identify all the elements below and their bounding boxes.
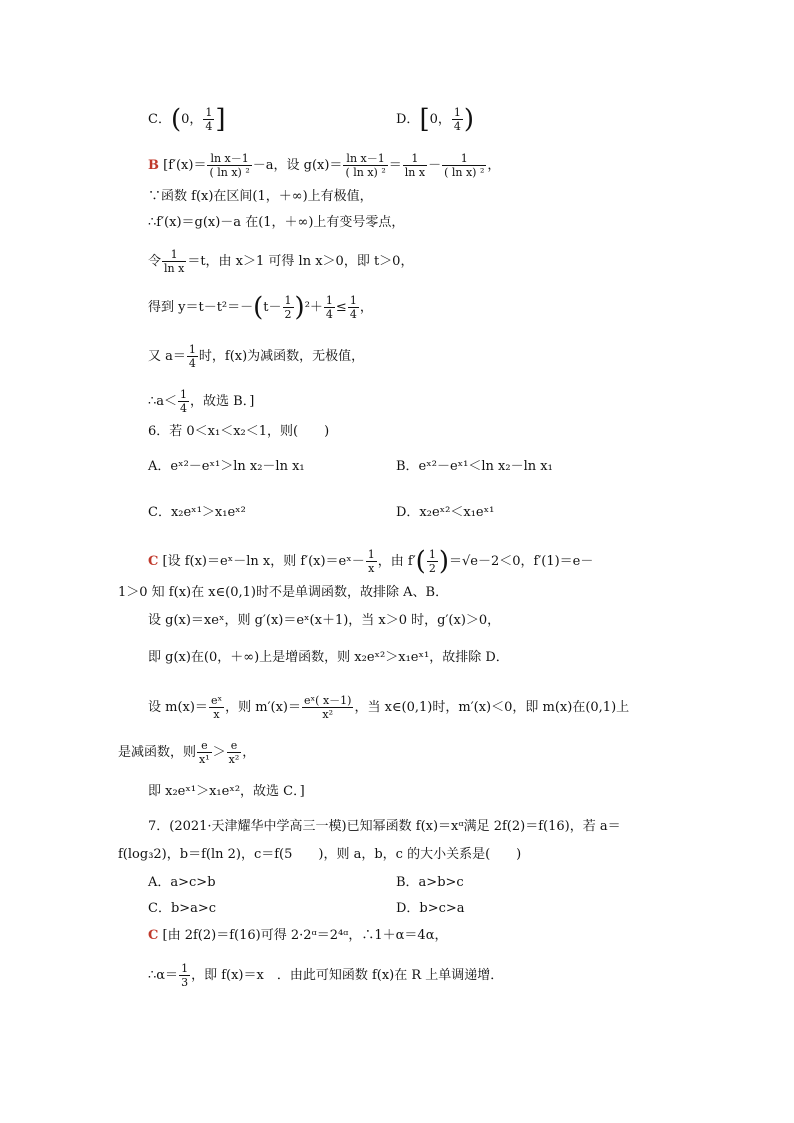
solution6-line6: 是减函数，则 $\frac{e}{\text{x¹}}$ ＞ $\frac{e}{\text{x²}}$ ， (118, 739, 256, 766)
option-b-q7: B．a>b>c (396, 875, 464, 890)
answer-letter: C (148, 928, 159, 943)
option-b-q6: B．eˣ²－eˣ¹＜ln x₂－ln x₁ (396, 459, 553, 474)
option-a-q7: A．a>c>b (148, 875, 216, 890)
solution5-line5: 得到 y＝t－t²＝－(t－ $\frac{1}{2}$ )²＋ $\frac{1}{4}$ ≤ $\frac{1}{4}$ ， (148, 292, 373, 323)
solution6-line4: 即 g(x)在(0，＋∞)上是增函数，则 x₂eˣ²＞x₁eˣ¹，故排除 D． (148, 650, 509, 665)
solution6-line1: C [设 f(x)＝eˣ－ln x，则 f′(x)＝eˣ－ $\frac{1}{x}$ ，由 f′( $\frac{1}{2}$ )＝√e－2＜0，f′(1)＝e－ (148, 546, 594, 577)
option-a-q6: A．eˣ²－eˣ¹＞ln x₂－ln x₁ (148, 459, 305, 474)
option-c-q7: C．b>a>c (148, 901, 217, 916)
answer-letter: B (148, 158, 159, 173)
question7-stem-line1: 7．(2021·天津耀华中学高三一模)已知幂函数 f(x)＝xᵅ满足 2f(2)＝f(16)，若 a＝ (148, 819, 621, 834)
solution5-line6: 又 a＝ $\frac{1}{4}$ 时，f(x)为减函数，无极值， (148, 343, 365, 370)
option-c-q5: C．(0， $\frac{1}{4}$ ] (148, 104, 226, 135)
option-d-q6: D．x₂eˣ²＜x₁eˣ¹ (396, 505, 495, 520)
solution5-line3: ∴f′(x)＝g(x)－a 在(1，＋∞)上有变号零点， (148, 215, 405, 230)
solution6-line2: 1＞0 知 f(x)在 x∈(0,1)时不是单调函数，故排除 A、B． (118, 585, 449, 600)
solution7-line2: ∴α＝ $\frac{1}{3}$ ，即 f(x)＝x ．由此可知函数 f(x)在 R 上单调递增． (148, 962, 504, 989)
answer-letter: C (148, 554, 159, 569)
solution5-line7: ∴a＜ $\frac{1}{4}$ ，故选 B．] (148, 388, 255, 415)
solution6-line3: 设 g(x)＝xeˣ，则 g′(x)＝eˣ(x＋1)，当 x＞0 时，g′(x)＞0， (148, 613, 501, 628)
solution5-line4: 令 $\frac{1}{\text{ln x}}$ ＝t，由 x＞1 可得 ln x＞0，即 t＞0， (148, 248, 414, 275)
option-c-q6: C．x₂eˣ¹＞x₁eˣ² (148, 505, 246, 520)
option-d-q7: D．b>c>a (396, 901, 465, 916)
solution5-line1: B [f′(x)＝ $\frac{\text{ln x－1}}{\text{( ln x) ²}}$ －a，设 g(x)＝ $\frac{\text{ln x－1}}{\text{( ln x) ²}}$ ＝ $\frac{1}{\text{ln x}}$ － $\frac{1}{\text{( ln x) ²}}$ ， (148, 152, 501, 179)
solution6-line7: 即 x₂eˣ¹＞x₁eˣ²，故选 C．] (148, 784, 305, 799)
option-d-q5: D．[0， $\frac{1}{4}$ ) (396, 104, 475, 135)
solution5-line2: ∵函数 f(x)在区间(1，＋∞)上有极值， (148, 189, 373, 204)
question7-stem-line2: f(log₃2)，b＝f(ln 2)，c＝f(5 )，则 a，b，c 的大小关系是( ) (118, 847, 522, 862)
question6-stem: 6．若 0＜x₁＜x₂＜1，则( ) (148, 424, 330, 439)
solution6-line5: 设 m(x)＝ $\frac{\text{eˣ}}{x}$ ，则 m′(x)＝ $\frac{\text{eˣ( x－1)}}{\text{x²}}$ ，当 x∈(0,1)时，m′(x)＜0，即 m(x)在(0,1)上 (148, 694, 630, 721)
solution7-line1: C [由 2f(2)＝f(16)可得 2·2ᵅ＝2⁴ᵅ，∴1＋α＝4α， (148, 928, 448, 943)
